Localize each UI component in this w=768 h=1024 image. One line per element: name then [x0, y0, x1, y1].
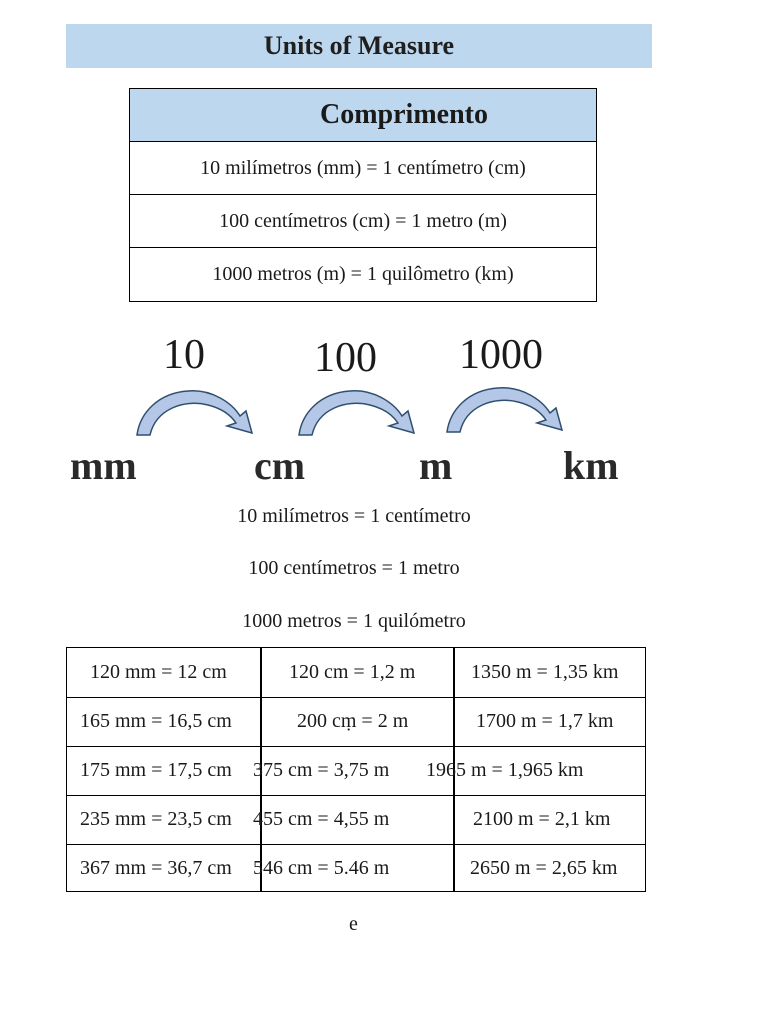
- row-divider: [67, 844, 645, 845]
- curved-arrow-icon: [440, 382, 570, 438]
- unit-cm: cm: [254, 443, 306, 488]
- table-cell: 235 mm = 23,5 cm: [80, 808, 232, 830]
- length-table: [129, 88, 597, 302]
- equivalence-line: 1000 metros = 1 quilómetro: [242, 610, 466, 632]
- row-divider: [67, 697, 645, 698]
- equivalence-line: 100 centímetros = 1 metro: [248, 557, 460, 579]
- table-cell: 546 cm = 5.46 m: [253, 857, 390, 879]
- length-table-row: 100 centímetros (cm) = 1 metro (m): [130, 195, 596, 248]
- curved-arrow-icon: [292, 385, 422, 441]
- unit-m: m: [419, 443, 453, 488]
- table-cell: 2650 m = 2,65 km: [470, 857, 618, 879]
- table-cell: 1965 m = 1,965 km: [426, 759, 584, 781]
- row-divider: [67, 746, 645, 747]
- table-cell: 175 mm = 17,5 cm: [80, 759, 232, 781]
- factor-10: 10: [163, 332, 205, 378]
- table-cell: 120 mm = 12 cm: [90, 661, 227, 683]
- page-title: Units of Measure: [66, 24, 652, 68]
- table-cell: 455 cm = 4,55 m: [253, 808, 390, 830]
- row-divider: [67, 795, 645, 796]
- table-cell: 200 cṃ = 2 m: [297, 710, 409, 732]
- unit-km: km: [563, 443, 619, 488]
- table-cell: 1700 m = 1,7 km: [476, 710, 614, 732]
- equivalence-line: 10 milímetros = 1 centímetro: [237, 505, 471, 527]
- length-table-header: Comprimento: [130, 89, 596, 142]
- table-cell: 165 mm = 16,5 cm: [80, 710, 232, 732]
- table-cell: 120 cm = 1,2 m: [289, 661, 416, 683]
- factor-100: 100: [314, 335, 377, 381]
- length-table-row: 1000 metros (m) = 1 quilômetro (km): [212, 263, 514, 285]
- footnote-text: e: [349, 913, 358, 935]
- length-table-row: 10 milímetros (mm) = 1 centímetro (cm): [130, 142, 596, 195]
- unit-mm: mm: [70, 443, 137, 488]
- factor-1000: 1000: [459, 332, 543, 378]
- table-cell: 367 mm = 36,7 cm: [80, 857, 232, 879]
- table-cell: 375 cm = 3,75 m: [253, 759, 390, 781]
- table-cell: 2100 m = 2,1 km: [473, 808, 611, 830]
- table-cell: 1350 m = 1,35 km: [471, 661, 619, 683]
- examples-table: [66, 647, 646, 892]
- curved-arrow-icon: [130, 385, 260, 441]
